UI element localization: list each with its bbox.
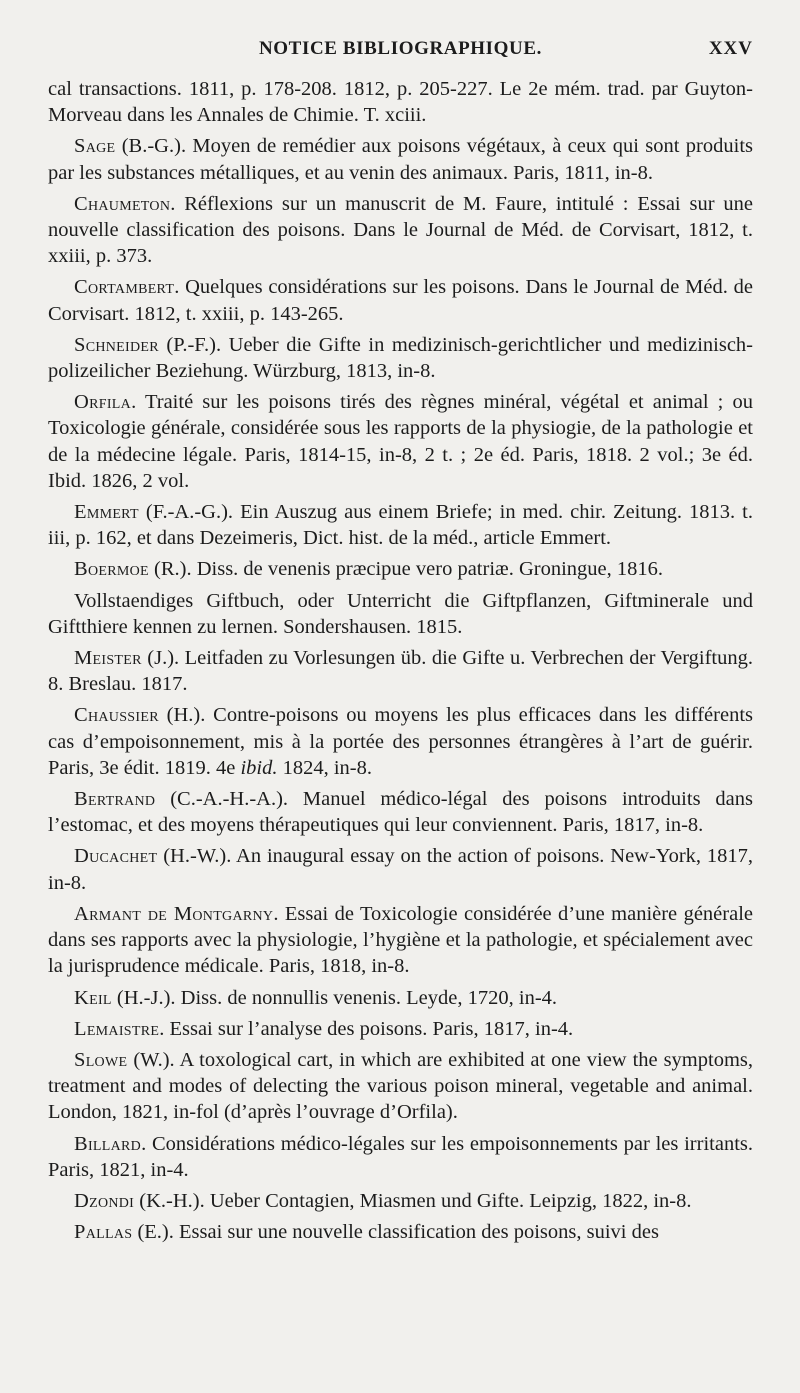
bibliography-entry: cal transactions. 1811, p. 178-208. 1812, p. 205-227. Le 2e mém. trad. par Guyton-Morveau dans les Annales de Chimie. T. xciii. [48,78,753,127]
bibliography-entry: Pallas (E.). Essai sur une nouvelle classification des poisons, suivi des [74,1221,659,1244]
author-name: Emmert [74,501,139,524]
bibliography-entry: Keil (H.-J.). Diss. de nonnullis venenis. Leyde, 1720, in-4. [74,986,558,1009]
bibliography-entry: Boermoe (R.). Diss. de venenis præcipue vero patriæ. Groningue, 1816. [74,558,664,581]
bibliography-entry: Slowe (W.). A toxological cart, in which are exhibited at one view the symptoms, treatment and modes of delecting the various poison mineral, vegetable and animal. London, 1821, in-fol (d’après l’ouvrage d’Orfila). [48,1048,753,1124]
bibliography-entry: Orfila. Traité sur les poisons tirés des règnes minéral, végétal et animal ; ou Toxicologie générale, considérée sous les rapports de la physiogie, de la pathologie et de la médecine légale. Paris, 1814-15, in-8, 2 t. ; 2e éd. Paris, 1818. 2 vol.; 3e éd. Ibid. 1826, 2 vol. [48,391,753,492]
author-name: Boermoe [74,558,149,581]
bibliography-entry: Schneider (P.-F.). Ueber die Gifte in medizinisch-gerichtlicher und medizinisch-polizeilicher Beziehung. Würzburg, 1813, in-8. [48,333,753,383]
author-name: Schneider [74,333,159,356]
bibliography-entry: Cortambert. Quelques considérations sur les poisons. Dans le Journal de Méd. de Corvisart. 1812, t. xxiii, p. 143-265. [48,276,753,325]
author-name: Keil [74,986,112,1009]
page-number: XXV [708,38,753,59]
bibliography-list [48,76,753,1250]
bibliography-entry: Lemaistre. Essai sur l’analyse des poisons. Paris, 1817, in-4. [74,1017,574,1040]
author-name: Chaumeton [74,192,171,215]
bibliography-entry: Dzondi (K.-H.). Ueber Contagien, Miasmen und Gifte. Leipzig, 1822, in-8. [74,1189,692,1212]
bibliography-entry: Vollstaendiges Giftbuch, oder Unterricht die Giftpflanzen, Giftminerale und Giftthiere kennen zu lernen. Sondershausen. 1815. [48,589,753,638]
author-name: Sage [74,135,116,158]
bibliography-entry: Billard. Considérations médico-légales sur les empoisonnements par les irritants. Paris, 1821, in-4. [48,1132,753,1181]
bibliography-entry: Meister (J.). Leitfaden zu Vorlesungen üb. die Gifte u. Verbrechen der Vergiftung. 8. Breslau. 1817. [48,647,753,696]
author-name: Slowe [74,1048,128,1071]
running-header [48,38,753,68]
bibliography-entry: Chaussier (H.). Contre-poisons ou moyens les plus efficaces dans les différents cas d’empoisonnement, mis à la portée des personnes étrangères à l’art de guérir. Paris, 3e édit. 1819. 4e ibid. 1824, in-8. [48,704,753,779]
author-name: Lemaistre [74,1017,160,1040]
author-name: Cortambert [74,276,175,299]
bibliography-entry: Sage (B.-G.). Moyen de remédier aux poisons végétaux, à ceux qui sont produits par les substances métalliques, et au venin des animaux. Paris, 1811, in-8. [48,135,753,184]
bibliography-entry: Ducachet (H.-W.). An inaugural essay on the action of poisons. New-York, 1817, in-8. [48,845,753,894]
running-title: NOTICE BIBLIOGRAPHIQUE. [258,38,543,59]
author-name: Dzondi [74,1189,135,1212]
bibliography-entry: Chaumeton. Réflexions sur un manuscrit de M. Faure, intitulé : Essai sur une nouvelle classification des poisons. Dans le Journal de Méd. de Corvisart, 1812, t. xxiii, p. 373. [48,192,753,268]
author-name: Bertrand [74,788,156,811]
author-name: Armant de Montgarny [74,902,274,925]
bibliography-entry: Armant de Montgarny. Essai de Toxicologie considérée d’une manière générale dans ses rapports avec la physiologie, l’hygiène et la pathologie, et spécialement avec la jurisprudence médicale. Paris, 1818, in-8. [48,902,753,978]
author-name: Meister [74,647,142,670]
bibliography-entry: Bertrand (C.-A.-H.-A.). Manuel médico-légal des poisons introduits dans l’estomac, et des moyens thérapeutiques qui leur conviennent. Paris, 1817, in-8. [48,788,753,837]
author-name: Ducachet [74,845,158,868]
bibliography-entry: Emmert (F.-A.-G.). Ein Auszug aus einem Briefe; in med. chir. Zeitung. 1813. t. iii, p. 162, et dans Dezeimeris, Dict. hist. de la méd., article Emmert. [48,501,753,550]
author-name: Chaussier [74,704,159,727]
author-name: Billard [74,1132,142,1155]
author-name: Pallas [74,1221,133,1244]
author-name: Orfila [74,391,132,414]
